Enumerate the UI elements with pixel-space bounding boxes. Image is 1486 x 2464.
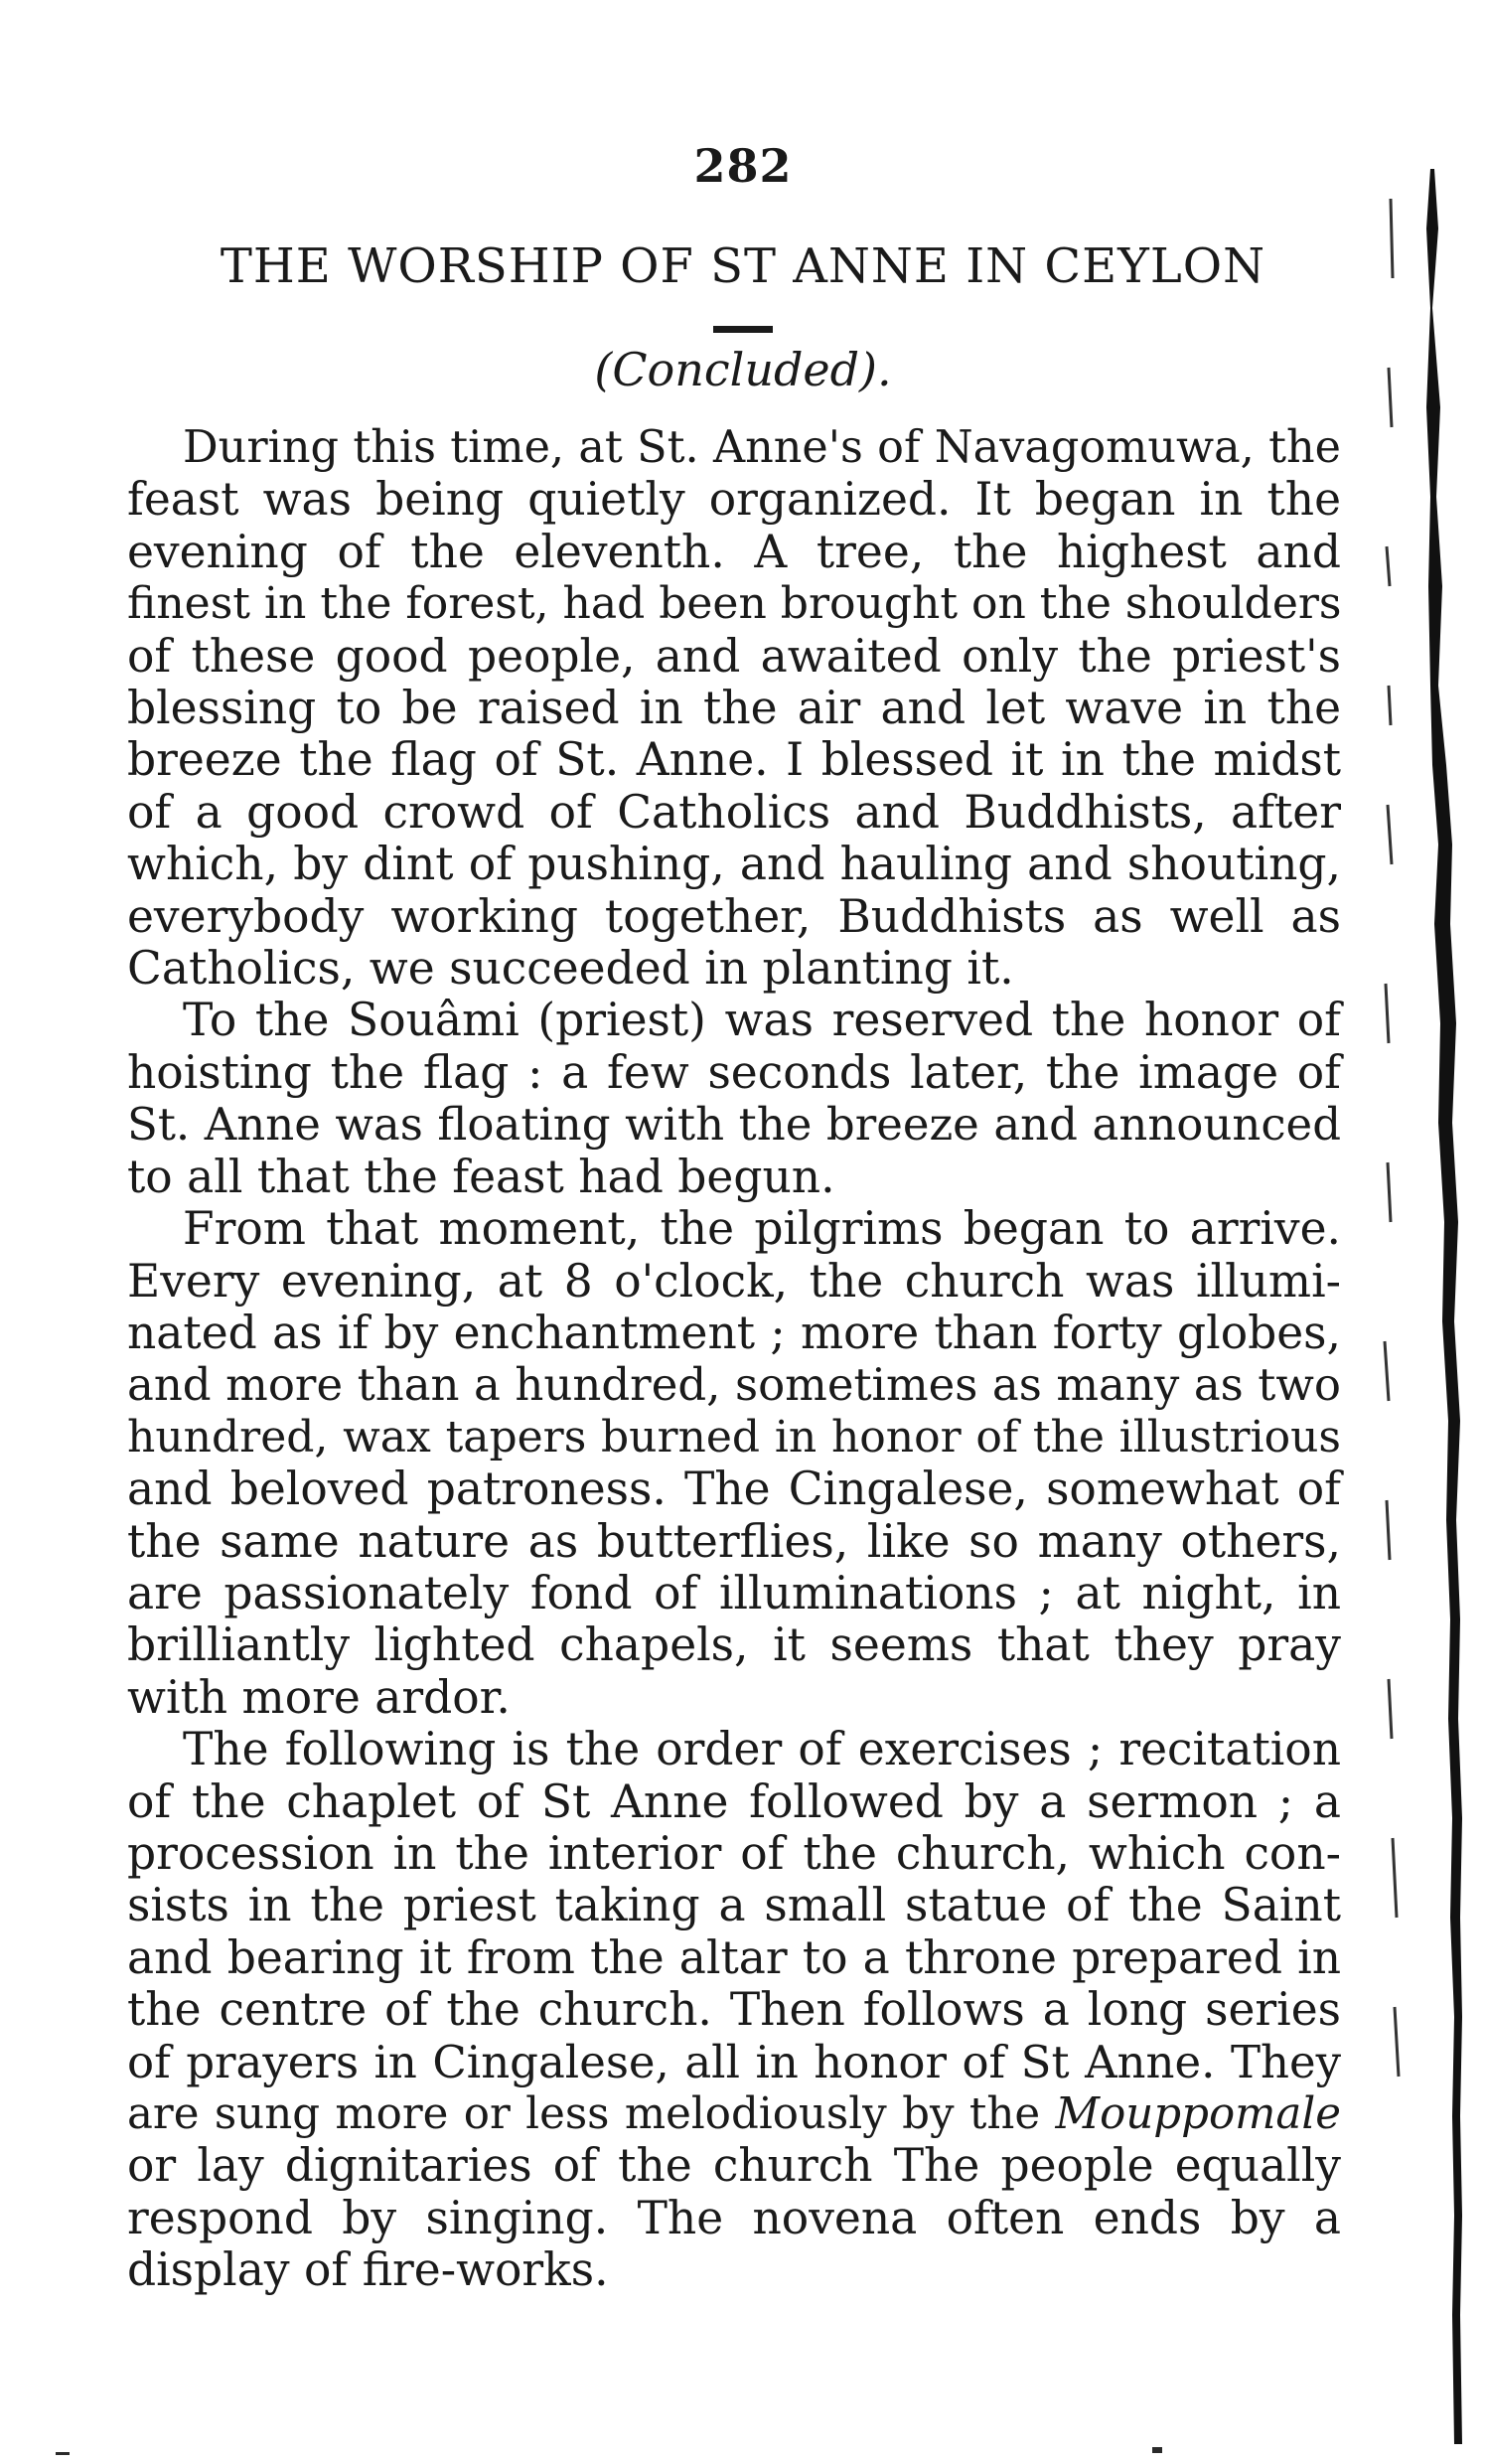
- text-line: respond by singing. The novena often ends by a: [127, 2191, 1341, 2244]
- text-line: to all that the feast had begun.: [127, 1150, 835, 1203]
- text-line: breeze the flag of St. Anne. I blessed it in the midst: [127, 733, 1341, 787]
- text-line: Catholics, we succeeded in planting it.: [127, 942, 1014, 996]
- paragraph: [127, 1724, 1341, 2296]
- text-line: evening of the eleventh. A tree, the highest and: [127, 525, 1341, 578]
- paragraph: [127, 422, 1341, 995]
- body-text: [127, 422, 1341, 2297]
- text-line: feast was being quietly organized. It began in the: [127, 473, 1341, 527]
- text-line: To the Souâmi (priest) was reserved the honor of: [183, 994, 1341, 1047]
- text-line: of a good crowd of Catholics and Buddhists, after: [127, 785, 1341, 839]
- text-line: brilliantly lighted chapels, it seems that they pray: [127, 1618, 1341, 1672]
- text-line: hundred, wax tapers burned in honor of the illustrious: [127, 1411, 1341, 1463]
- text-line: Every evening, at 8 o'clock, the church was illumi-: [127, 1254, 1341, 1308]
- text-line: or lay dignitaries of the church The people equally: [127, 2139, 1341, 2193]
- stray-mark: [1152, 2447, 1162, 2453]
- title-divider: [713, 326, 773, 333]
- text-line: sists in the priest taking a small statue of the Saint: [127, 1879, 1341, 1932]
- text-line: and more than a hundred, sometimes as many as two: [127, 1358, 1341, 1412]
- text-line: of these good people, and awaited only the priest's: [127, 629, 1341, 683]
- text-line: During this time, at St. Anne's of Navagomuwa, the: [183, 422, 1341, 473]
- article-title: THE WORSHIP OF ST ANNE IN CEYLON: [220, 238, 1266, 294]
- text-line: are passionately fond of illuminations ; at night, in: [127, 1566, 1341, 1619]
- italic-term: Mouppomale: [1055, 2089, 1341, 2139]
- text-line: The following is the order of exercises ; recitation: [183, 1723, 1341, 1776]
- text-line: of prayers in Cingalese, all in honor of St Anne. They: [127, 2035, 1341, 2088]
- text-line: and beloved patroness. The Cingalese, somewhat of: [127, 1463, 1341, 1516]
- stray-mark: [56, 2452, 70, 2455]
- text-line: blessing to be raised in the air and let wave in the: [127, 682, 1341, 735]
- text-line: which, by dint of pushing, and hauling and shouting,: [127, 838, 1341, 891]
- text-line: St. Anne was floating with the breeze and announced: [127, 1098, 1341, 1152]
- text-line: and bearing it from the altar to a throne prepared in: [127, 1930, 1341, 1984]
- binding-shadow: [1383, 169, 1462, 2444]
- paragraph: [127, 1203, 1341, 1724]
- text-line: display of fire-works.: [127, 2243, 609, 2297]
- text-line: of the chaplet of St Anne followed by a sermon ; a: [127, 1774, 1341, 1828]
- page-number: 282: [693, 139, 793, 193]
- paragraph: [127, 995, 1341, 1203]
- text-line: the same nature as butterflies, like so many others,: [127, 1514, 1341, 1568]
- text-line: hoisting the flag : a few seconds later, the image of: [127, 1045, 1341, 1099]
- text-line: finest in the forest, had been brought on the shoulders: [127, 578, 1342, 630]
- text-line: the centre of the church. Then follows a long series: [127, 1983, 1341, 2037]
- text-line: everybody working together, Buddhists as well as: [127, 889, 1341, 943]
- text-line: with more ardor.: [127, 1670, 511, 1724]
- text-line: From that moment, the pilgrims began to arrive.: [183, 1202, 1341, 1256]
- article-subtitle: (Concluded).: [594, 343, 892, 396]
- text-line: procession in the interior of the church, which con-: [127, 1826, 1341, 1880]
- text-line: nated as if by enchantment ; more than forty globes,: [127, 1306, 1341, 1359]
- text-line: are sung more or less melodiously by the Mouppomale: [127, 2089, 1341, 2139]
